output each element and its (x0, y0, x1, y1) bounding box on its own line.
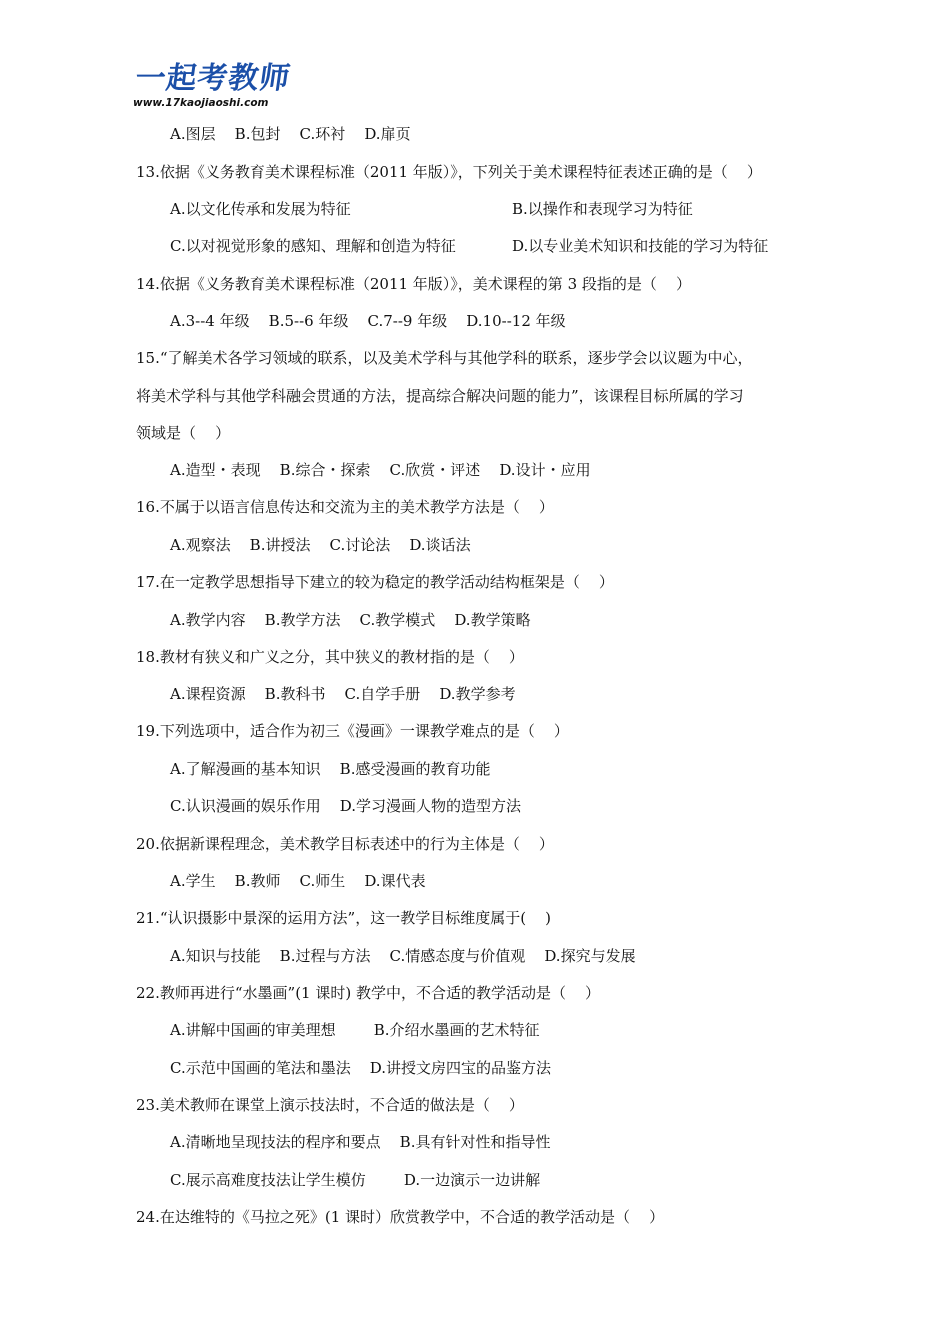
q18-stem: 18.教材有狭义和广义之分，其中狭义的教材指的是（ ） (136, 648, 524, 666)
q21-stem: 21.“认识摄影中景深的运用方法”，这一教学目标维度属于( ) (136, 909, 551, 927)
q14-options: A.3--4 年级 B.5--6 年级 C.7--9 年级 D.10--12 年级 (170, 312, 566, 330)
q23-options-ab: A.清晰地呈现技法的程序和要点 B.具有针对性和指导性 (170, 1133, 551, 1151)
q22-stem: 22.教师再进行“水墨画”(1 课时) 教学中，不合适的教学活动是（ ） (136, 984, 601, 1002)
q16-options: A.观察法 B.讲授法 C.讨论法 D.谈话法 (170, 536, 471, 554)
q19-options-cd: C.认识漫画的娱乐作用 D.学习漫画人物的造型方法 (170, 797, 522, 815)
q13-option-a: A.以文化传承和发展为特征 (170, 200, 351, 218)
logo (133, 62, 303, 109)
q15-stem-line2: 将美术学科与其他学科融会贯通的方法，提高综合解决问题的能力”，该课程目标所属的学习 (136, 387, 744, 405)
q15-options: A.造型・表现 B.综合・探索 C.欣赏・评述 D.设计・应用 (170, 461, 591, 479)
q19-stem: 19.下列选项中，适合作为初三《漫画》一课教学难点的是（ ） (136, 722, 569, 740)
q17-options: A.教学内容 B.教学方法 C.教学模式 D.教学策略 (170, 611, 531, 629)
q14-stem: 14.依据《义务教育美术课程标准（2011 年版）》，美术课程的第 3 段指的是（ ） (136, 275, 691, 293)
q23-stem: 23.美术教师在课堂上演示技法时，不合适的做法是（ ） (136, 1096, 524, 1114)
q13-option-b: B.以操作和表现学习为特征 (512, 200, 693, 218)
q21-options: A.知识与技能 B.过程与方法 C.情感态度与价值观 D.探究与发展 (170, 947, 636, 965)
q16-stem: 16.不属于以语言信息传达和交流为主的美术教学方法是（ ） (136, 498, 554, 516)
q15-stem-line1: 15.“了解美术各学习领域的联系，以及美术学科与其他学科的联系，逐步学会以议题为中心， (136, 349, 753, 367)
q22-options-ab: A.讲解中国画的审美理想 B.介绍水墨画的艺术特征 (170, 1021, 540, 1039)
q12-options: A.图层 B.包封 C.环衬 D.扉页 (170, 125, 411, 143)
q20-options: A.学生 B.教师 C.师生 D.课代表 (170, 872, 426, 890)
q24-stem: 24.在达维特的《马拉之死》(1 课时）欣赏教学中，不合适的教学活动是（ ） (136, 1208, 665, 1226)
q17-stem: 17.在一定教学思想指导下建立的较为稳定的教学活动结构框架是（ ） (136, 573, 614, 591)
q13-option-c: C.以对视觉形象的感知、理解和创造为特征 (170, 237, 456, 255)
q15-stem-line3: 领域是（ ） (136, 424, 231, 442)
q23-options-cd: C.展示高难度技法让学生模仿 D.一边演示一边讲解 (170, 1171, 541, 1189)
q18-options: A.课程资源 B.教科书 C.自学手册 D.教学参考 (170, 685, 516, 703)
logo-url: www.17kaojiaoshi.com (133, 97, 269, 109)
q22-options-cd: C.示范中国画的笔法和墨法 D.讲授文房四宝的品鉴方法 (170, 1059, 552, 1077)
q13-option-d: D.以专业美术知识和技能的学习为特征 (512, 237, 769, 255)
q13-stem: 13.依据《义务教育美术课程标准（2011 年版）》，下列关于美术课程特征表述正确的是（ ） (136, 163, 762, 181)
q19-options-ab: A.了解漫画的基本知识 B.感受漫画的教育功能 (170, 760, 491, 778)
q20-stem: 20.依据新课程理念，美术教学目标表述中的行为主体是（ ） (136, 835, 554, 853)
logo-title: 一起考教师 (133, 61, 293, 96)
